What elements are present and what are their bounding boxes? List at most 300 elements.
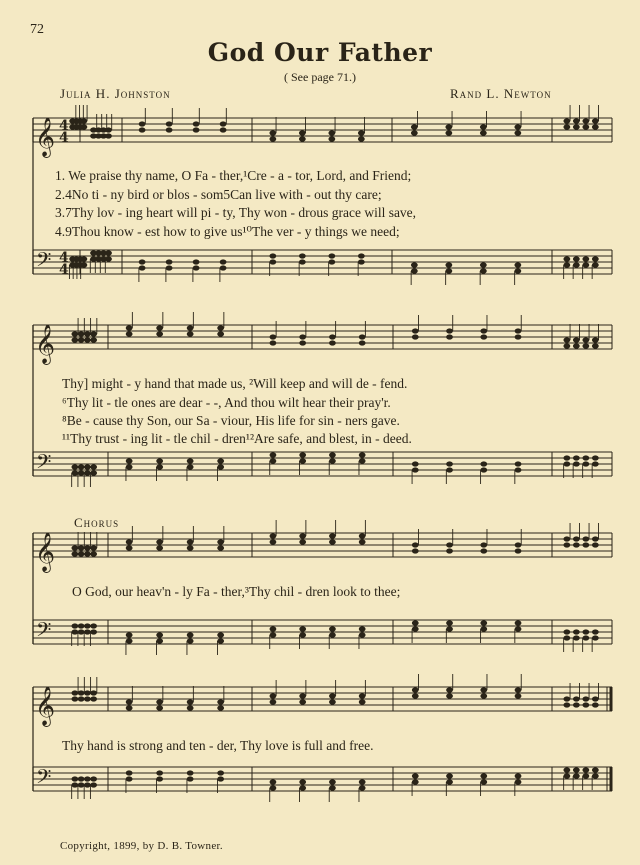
note-head — [187, 705, 194, 710]
note-head — [156, 545, 163, 550]
note-head — [573, 542, 580, 547]
note-head — [563, 124, 570, 129]
note-head — [299, 632, 306, 637]
note-head — [187, 776, 194, 781]
note-head — [480, 124, 487, 129]
closing-lyric-line: Thy hand is strong and ten - der, Thy love is full and free. — [62, 738, 374, 753]
verse-line-2: 2.4No ti - ny bird or blos - som5Can live with - out thy care; — [55, 187, 382, 202]
note-head — [126, 776, 133, 781]
copyright-notice: Copyright, 1899, by D. B. Towner. — [60, 840, 223, 852]
note-head — [412, 626, 419, 631]
note-head — [480, 548, 487, 553]
composer-name: Rand L. Newton — [450, 86, 552, 101]
note-head — [480, 542, 487, 547]
note-head — [563, 767, 570, 772]
note-head — [270, 452, 277, 457]
note-head — [156, 632, 163, 637]
note-head — [582, 773, 589, 778]
note-head — [515, 626, 522, 631]
note-head — [126, 770, 133, 775]
note-head — [71, 470, 78, 475]
note-head — [446, 328, 453, 333]
note-head — [563, 262, 570, 267]
note-head — [563, 455, 570, 460]
note-head — [514, 130, 521, 135]
note-head — [359, 458, 366, 463]
note-head — [582, 696, 589, 701]
note-head — [563, 118, 570, 123]
note-head — [582, 118, 589, 123]
note-head — [480, 773, 487, 778]
note-head — [573, 635, 580, 640]
time-signature-bottom: 4 — [59, 130, 69, 146]
note-head — [299, 253, 306, 258]
note-head — [90, 545, 97, 550]
note-head — [166, 265, 173, 270]
note-head — [592, 773, 599, 778]
note-head — [187, 458, 194, 463]
note-head — [573, 343, 580, 348]
note-head — [187, 464, 194, 469]
note-head — [90, 331, 97, 336]
note-head — [329, 334, 336, 339]
note-head — [412, 542, 419, 547]
note-head — [78, 551, 85, 556]
note-head — [187, 325, 194, 330]
note-head — [445, 268, 452, 273]
note-head — [126, 638, 133, 643]
note-head — [446, 334, 453, 339]
note-head — [328, 259, 335, 264]
note-head — [270, 785, 277, 790]
note-head — [187, 331, 194, 336]
note-head — [563, 696, 570, 701]
note-head — [299, 539, 306, 544]
note-head — [270, 340, 277, 345]
note-head — [126, 464, 133, 469]
note-head — [193, 127, 200, 132]
note-head — [69, 256, 76, 261]
note-head — [156, 699, 163, 704]
verse-line-1: 1. We praise thy name, O Fa - ther,¹Cre - a - tor, Lord, and Friend; — [55, 168, 412, 183]
note-head — [359, 779, 366, 784]
bass-clef: 𝄢 — [36, 765, 52, 793]
note-head — [69, 118, 76, 123]
note-head — [358, 130, 365, 135]
note-head — [126, 325, 133, 330]
note-head — [358, 136, 365, 141]
note-head — [126, 539, 133, 544]
note-head — [480, 328, 487, 333]
note-head — [480, 687, 487, 692]
note-head — [78, 690, 85, 695]
note-head — [411, 262, 418, 267]
verse-line-8: ¹¹Thy trust - ing lit - tle chil - dren¹²Are safe, and blest, in - deed. — [62, 431, 412, 446]
note-head — [480, 626, 487, 631]
note-head — [582, 536, 589, 541]
note-head — [217, 638, 224, 643]
note-head — [78, 464, 85, 469]
bass-clef: 𝄢 — [36, 618, 52, 646]
verse-line-4: 4.9Thou know - est how to give us¹⁰The ver - y things we need; — [55, 224, 400, 239]
note-head — [71, 551, 78, 556]
note-head — [582, 767, 589, 772]
note-head — [217, 464, 224, 469]
note-head — [328, 136, 335, 141]
note-head — [446, 779, 453, 784]
note-head — [480, 268, 487, 273]
note-head — [84, 545, 91, 550]
note-head — [445, 130, 452, 135]
note-head — [71, 782, 78, 787]
note-head — [563, 702, 570, 707]
note-head — [69, 124, 76, 129]
note-head — [480, 334, 487, 339]
note-head — [582, 337, 589, 342]
note-head — [515, 687, 522, 692]
note-head — [126, 632, 133, 637]
note-head — [563, 343, 570, 348]
note-head — [156, 325, 163, 330]
note-head — [187, 632, 194, 637]
note-head — [71, 337, 78, 342]
note-head — [299, 259, 306, 264]
note-head — [90, 629, 97, 634]
note-head — [412, 773, 419, 778]
note-head — [270, 334, 277, 339]
bass-clef: 𝄢 — [36, 450, 52, 478]
note-head — [412, 693, 419, 698]
treble-clef: 𝄞 — [35, 324, 56, 364]
note-head — [573, 702, 580, 707]
note-head — [193, 121, 200, 126]
hymn-title: God Our Father — [207, 38, 433, 67]
note-head — [573, 124, 580, 129]
note-head — [446, 687, 453, 692]
note-head — [359, 699, 366, 704]
note-head — [105, 133, 112, 138]
note-head — [592, 536, 599, 541]
note-head — [359, 533, 366, 538]
note-head — [71, 629, 78, 634]
note-head — [573, 337, 580, 342]
verse-line-6: ⁶Thy lit - tle ones are dear - -, And thou wilt hear their pray'r. — [62, 395, 391, 410]
note-head — [563, 629, 570, 634]
note-head — [299, 136, 306, 141]
note-head — [84, 776, 91, 781]
note-head — [514, 262, 521, 267]
note-head — [217, 632, 224, 637]
note-head — [582, 629, 589, 634]
verse-line-5: Thy] might - y hand that made us, ²Will keep and will de - fend. — [62, 376, 408, 391]
note-head — [217, 699, 224, 704]
verse-line-7: ⁸Be - cause thy Son, our Sa - viour, His life for sin - ners gave. — [62, 413, 400, 428]
note-head — [573, 773, 580, 778]
note-head — [480, 461, 487, 466]
note-head — [446, 461, 453, 466]
note-head — [78, 337, 85, 342]
note-head — [515, 620, 522, 625]
note-head — [156, 638, 163, 643]
note-head — [359, 334, 366, 339]
note-head — [329, 458, 336, 463]
note-head — [78, 629, 85, 634]
note-head — [299, 340, 306, 345]
note-head — [71, 623, 78, 628]
note-head — [270, 693, 277, 698]
note-head — [126, 699, 133, 704]
note-head — [299, 693, 306, 698]
note-head — [217, 458, 224, 463]
note-head — [446, 620, 453, 625]
note-head — [90, 623, 97, 628]
note-head — [187, 638, 194, 643]
note-head — [217, 545, 224, 550]
note-head — [139, 265, 146, 270]
note-head — [445, 262, 452, 267]
note-head — [592, 256, 599, 261]
note-head — [480, 130, 487, 135]
note-head — [329, 626, 336, 631]
note-head — [359, 626, 366, 631]
note-head — [71, 464, 78, 469]
note-head — [299, 779, 306, 784]
note-head — [166, 127, 173, 132]
note-head — [90, 776, 97, 781]
note-head — [592, 767, 599, 772]
note-head — [217, 776, 224, 781]
note-head — [480, 693, 487, 698]
note-head — [411, 124, 418, 129]
time-signature-bottom: 4 — [59, 262, 69, 278]
note-head — [90, 464, 97, 469]
note-head — [328, 253, 335, 258]
note-head — [299, 785, 306, 790]
note-head — [270, 626, 277, 631]
note-head — [156, 539, 163, 544]
note-head — [84, 782, 91, 787]
note-head — [90, 690, 97, 695]
note-head — [126, 545, 133, 550]
note-head — [270, 539, 277, 544]
note-head — [126, 331, 133, 336]
note-head — [90, 470, 97, 475]
note-head — [515, 773, 522, 778]
note-head — [445, 124, 452, 129]
note-head — [515, 334, 522, 339]
note-head — [515, 548, 522, 553]
note-head — [480, 467, 487, 472]
note-head — [515, 328, 522, 333]
note-head — [359, 693, 366, 698]
note-head — [446, 773, 453, 778]
note-head — [514, 268, 521, 273]
note-head — [446, 693, 453, 698]
note-head — [299, 334, 306, 339]
note-head — [515, 779, 522, 784]
note-head — [480, 262, 487, 267]
note-head — [84, 337, 91, 342]
note-head — [299, 533, 306, 538]
note-head — [329, 533, 336, 538]
note-head — [563, 461, 570, 466]
note-head — [573, 256, 580, 261]
note-head — [412, 548, 419, 553]
note-head — [446, 548, 453, 553]
note-head — [592, 262, 599, 267]
note-head — [573, 455, 580, 460]
note-head — [220, 265, 227, 270]
chorus-lyric-line: O God, our heav'n - ly Fa - ther,³Thy chil - dren look to thee; — [72, 584, 401, 599]
note-head — [563, 337, 570, 342]
note-head — [329, 693, 336, 698]
note-head — [156, 458, 163, 463]
note-head — [220, 127, 227, 132]
note-head — [156, 464, 163, 469]
note-head — [90, 782, 97, 787]
page-reference: ( See page 71.) — [284, 70, 356, 84]
note-head — [582, 702, 589, 707]
note-head — [592, 343, 599, 348]
note-head — [78, 782, 85, 787]
note-head — [411, 268, 418, 273]
note-head — [299, 130, 306, 135]
note-head — [359, 785, 366, 790]
note-head — [582, 256, 589, 261]
note-head — [592, 542, 599, 547]
note-head — [270, 533, 277, 538]
author-name: Julia H. Johnston — [60, 86, 171, 101]
note-head — [329, 699, 336, 704]
note-head — [156, 705, 163, 710]
note-head — [139, 121, 146, 126]
note-head — [156, 776, 163, 781]
note-head — [359, 340, 366, 345]
note-head — [105, 250, 112, 255]
note-head — [78, 696, 85, 701]
note-head — [187, 699, 194, 704]
note-head — [573, 461, 580, 466]
bass-clef: 𝄢 — [36, 248, 52, 276]
note-head — [329, 340, 336, 345]
note-head — [217, 539, 224, 544]
note-head — [480, 779, 487, 784]
note-head — [105, 127, 112, 132]
note-head — [446, 467, 453, 472]
note-head — [412, 334, 419, 339]
note-head — [78, 331, 85, 336]
note-head — [299, 452, 306, 457]
note-head — [78, 470, 85, 475]
note-head — [515, 542, 522, 547]
note-head — [217, 325, 224, 330]
treble-clef: 𝄞 — [35, 686, 56, 726]
note-head — [84, 464, 91, 469]
note-head — [446, 626, 453, 631]
note-head — [592, 124, 599, 129]
note-head — [217, 770, 224, 775]
note-head — [412, 687, 419, 692]
note-head — [412, 461, 419, 466]
note-head — [329, 539, 336, 544]
note-head — [412, 620, 419, 625]
note-head — [582, 635, 589, 640]
note-head — [84, 551, 91, 556]
note-head — [563, 256, 570, 261]
note-head — [84, 331, 91, 336]
note-head — [217, 705, 224, 710]
note-head — [573, 536, 580, 541]
note-head — [411, 130, 418, 135]
treble-clef: 𝄞 — [35, 117, 56, 157]
note-head — [592, 337, 599, 342]
note-head — [515, 467, 522, 472]
note-head — [358, 259, 365, 264]
note-head — [84, 696, 91, 701]
note-head — [563, 635, 570, 640]
note-head — [582, 343, 589, 348]
note-head — [84, 690, 91, 695]
note-head — [90, 337, 97, 342]
note-head — [166, 259, 173, 264]
page-number: 72 — [30, 22, 44, 37]
note-head — [592, 635, 599, 640]
note-head — [573, 767, 580, 772]
note-head — [573, 696, 580, 701]
note-head — [582, 542, 589, 547]
note-head — [193, 259, 200, 264]
note-head — [166, 121, 173, 126]
note-head — [126, 705, 133, 710]
note-head — [90, 696, 97, 701]
note-head — [592, 455, 599, 460]
note-head — [193, 265, 200, 270]
note-head — [270, 699, 277, 704]
note-head — [480, 620, 487, 625]
note-head — [90, 551, 97, 556]
note-head — [126, 458, 133, 463]
note-head — [358, 253, 365, 258]
note-head — [270, 458, 277, 463]
note-head — [71, 331, 78, 336]
note-head — [220, 259, 227, 264]
note-head — [329, 785, 336, 790]
note-head — [328, 130, 335, 135]
note-head — [515, 461, 522, 466]
note-head — [412, 779, 419, 784]
note-head — [359, 632, 366, 637]
note-head — [78, 623, 85, 628]
note-head — [187, 545, 194, 550]
time-signature-top: 4 — [59, 118, 69, 134]
note-head — [563, 536, 570, 541]
note-head — [187, 770, 194, 775]
note-head — [412, 328, 419, 333]
note-head — [71, 776, 78, 781]
note-head — [514, 124, 521, 129]
note-head — [329, 779, 336, 784]
note-head — [269, 253, 276, 258]
note-head — [84, 629, 91, 634]
note-head — [412, 467, 419, 472]
note-head — [573, 629, 580, 634]
note-head — [573, 262, 580, 267]
note-head — [329, 452, 336, 457]
note-head — [156, 331, 163, 336]
note-head — [515, 693, 522, 698]
note-head — [582, 262, 589, 267]
note-head — [299, 699, 306, 704]
